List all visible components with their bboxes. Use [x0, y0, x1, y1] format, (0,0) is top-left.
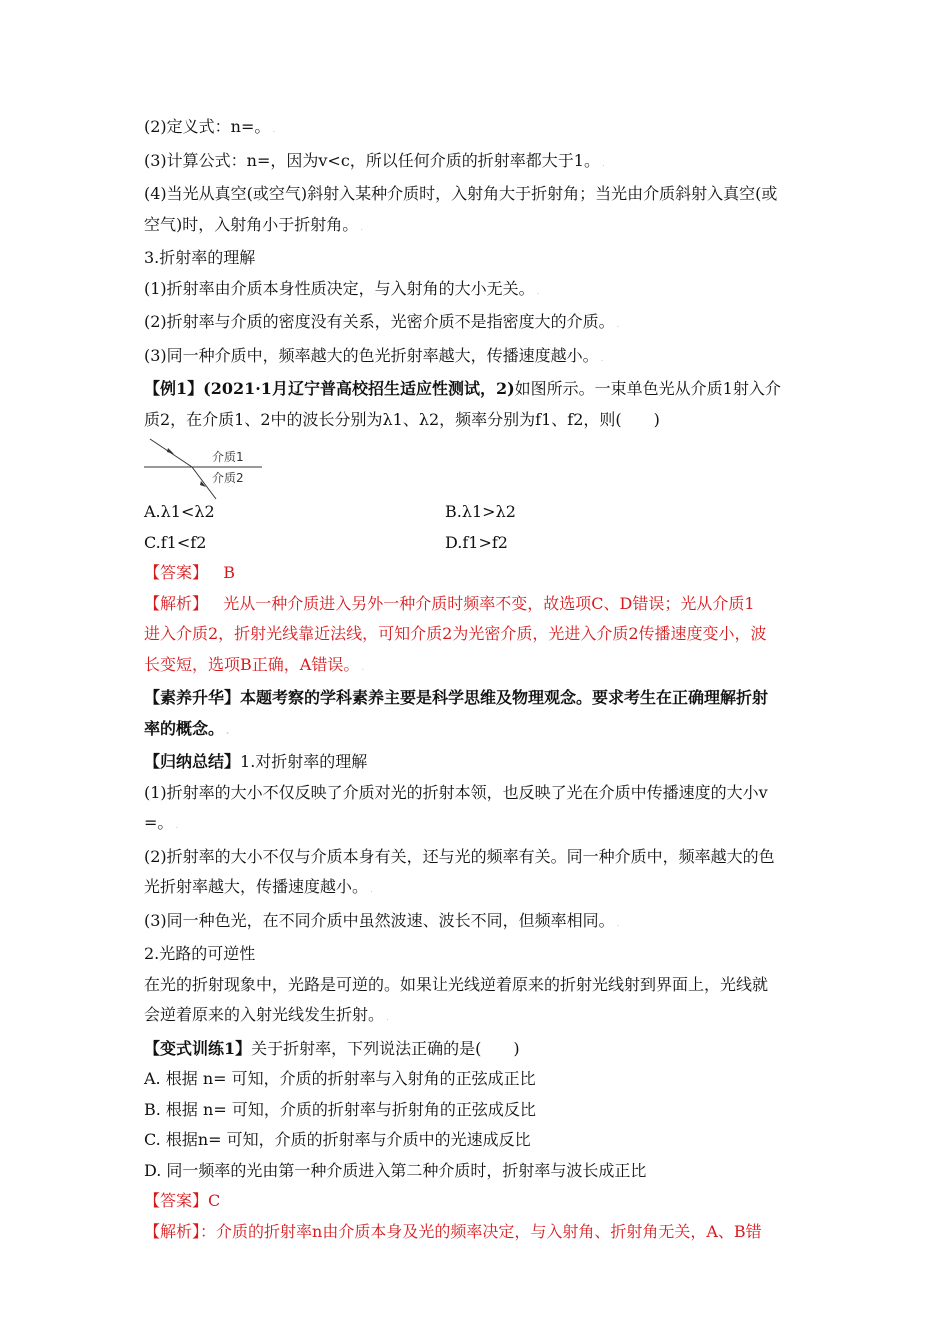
exercise-answer-value: C: [208, 1191, 221, 1210]
answer-label: 【答案】: [144, 563, 209, 582]
text: C. 根据n= 可知，介质的折射率与介质中的光速成反比: [144, 1130, 531, 1149]
text: 3.折射率的理解: [144, 248, 256, 267]
summary-label: 【归纳总结】: [144, 752, 241, 771]
option-a: A.λ1<λ2: [144, 502, 215, 521]
text: 在光的折射现象中，光路是可逆的。如果让光线逆着原来的折射光线射到界面上，光线就: [144, 974, 769, 994]
definition-line: (2)定义式：n=。 .: [144, 117, 276, 136]
summary-2b: 光折射率越大，传播速度越小。 .: [144, 877, 373, 896]
answer-value: B: [223, 563, 236, 582]
option-d: D.f1>f2: [445, 532, 508, 552]
exercise-tag: 【变式训练1】: [144, 1038, 252, 1058]
exercise-question: [144, 1034, 812, 1065]
text: 会逆着原来的入射光线发生折射。: [144, 1005, 385, 1024]
exercise-option-b: [144, 1095, 812, 1126]
analysis-line-2: [144, 619, 812, 650]
text: 进入介质2，折射光线靠近法线，可知介质2为光密介质，光进入介质2传播速度变小，波: [144, 624, 767, 643]
text: D. 同一频率的光由第一种介质进入第二种介质时，折射率与波长成正比: [144, 1160, 647, 1180]
reversibility-2: 会逆着原来的入射光线发生折射。 .: [144, 1005, 389, 1024]
text: 光折射率越大，传播速度越小。: [144, 877, 369, 896]
exercise-analysis-label: 【解析】：: [144, 1221, 217, 1241]
text: (4)当光从真空(或空气)斜射入某种介质时，入射角大于折射角；当光由介质斜射入真空(或: [144, 184, 778, 203]
text: 质2，在介质1、2中的波长分别为λ1、λ2，频率分别为f1、f2，则( ): [144, 409, 660, 429]
option-b: B.λ1>λ2: [445, 502, 516, 521]
reversibility-heading: [144, 939, 812, 970]
text: 如图所示。一束单色光从介质1射入介: [514, 379, 781, 398]
options-row-1: [144, 497, 812, 528]
example-tag: 【例1】(2021·1月辽宁普高校招生适应性测试，2): [144, 379, 515, 398]
example-line-2: [144, 405, 812, 436]
text: 光从一种介质进入另外一种介质时频率不变，故选项C、D错误；光从介质1: [223, 593, 755, 613]
text: (3)同一种介质中，频率越大的色光折射率越大，传播速度越小。: [144, 345, 599, 365]
text: (3)计算公式：n=，因为v<c，所以任何介质的折射率都大于1。: [144, 150, 600, 170]
option-c: C.f1<f2: [144, 532, 207, 552]
incidence-line-1: [144, 179, 812, 210]
text: B. 根据 n= 可知，介质的折射率与折射角的正弦成反比: [144, 1099, 536, 1119]
summary-1b: =。 .: [144, 813, 179, 832]
point-1: (1)折射率由介质本身性质决定，与入射角的大小无关。 .: [144, 278, 540, 298]
text: (2)折射率与介质的密度没有关系，光密介质不是指密度大的介质。: [144, 312, 615, 331]
exercise-answer: [144, 1186, 812, 1217]
point-3: (3)同一种介质中，频率越大的色光折射率越大，传播速度越小。 .: [144, 345, 604, 365]
text: (1)折射率的大小不仅反映了介质对光的折射本领，也反映了光在介质中传播速度的大小v: [144, 782, 768, 802]
medium-2-label: 介质2: [212, 471, 244, 485]
text: 空气)时，入射角小于折射角。: [144, 214, 359, 234]
literacy-line-1: [144, 683, 812, 714]
exercise-answer-label: 【答案】: [144, 1191, 209, 1210]
medium-1-label: 介质1: [212, 450, 244, 464]
document-page: [144, 112, 812, 1247]
text: 2.光路的可逆性: [144, 944, 256, 963]
text: 1.对折射率的理解: [240, 752, 368, 771]
summary-title: [144, 747, 812, 778]
section-heading: [144, 243, 812, 274]
analysis-line-3: 长变短，选项B正确，A错误。 .: [144, 654, 365, 674]
answer-line: [144, 558, 812, 589]
refraction-diagram: [144, 437, 274, 501]
text: (3)同一种色光，在不同介质中虽然波速、波长不同，但频率相同。: [144, 910, 615, 930]
text: =。: [144, 813, 174, 832]
literacy-line-2: 率的概念。 .: [144, 718, 230, 738]
exercise-analysis: [144, 1217, 812, 1248]
text: (2)定义式：n=。: [144, 117, 271, 136]
formula-line: (3)计算公式：n=，因为v<c，所以任何介质的折射率都大于1。 .: [144, 150, 605, 170]
text: 介质的折射率n由介质本身及光的频率决定，与入射角、折射角无关，A、B错: [216, 1221, 762, 1241]
refraction-figure: [144, 437, 812, 497]
exercise-option-c: [144, 1125, 812, 1156]
text: 关于折射率，下列说法正确的是( ): [251, 1038, 520, 1058]
analysis-label: 【解析】: [144, 593, 209, 613]
text: 【素养升华】本题考察的学科素养主要是科学思维及物理观念。要求考生在正确理解折射: [144, 688, 769, 707]
summary-3: (3)同一种色光，在不同介质中虽然波速、波长不同，但频率相同。 .: [144, 910, 620, 930]
text: (2)折射率的大小不仅与介质本身有关，还与光的频率有关。同一种介质中，频率越大的色: [144, 846, 775, 866]
reversibility-1: [144, 970, 812, 1001]
exercise-option-d: [144, 1156, 812, 1187]
summary-1a: [144, 778, 812, 809]
exercise-option-a: [144, 1064, 812, 1095]
point-2: (2)折射率与介质的密度没有关系，光密介质不是指密度大的介质。 .: [144, 312, 620, 331]
text: (1)折射率由介质本身性质决定，与入射角的大小无关。: [144, 278, 535, 298]
text: 率的概念。: [144, 718, 225, 738]
incidence-line-2: 空气)时，入射角小于折射角。 .: [144, 214, 364, 234]
options-row-2: [144, 528, 812, 559]
text: 长变短，选项B正确，A错误。: [144, 654, 360, 674]
analysis-line-1: [144, 589, 812, 620]
text: A. 根据 n= 可知，介质的折射率与入射角的正弦成正比: [144, 1069, 536, 1088]
summary-2a: [144, 842, 812, 873]
example-line-1: [144, 374, 812, 405]
